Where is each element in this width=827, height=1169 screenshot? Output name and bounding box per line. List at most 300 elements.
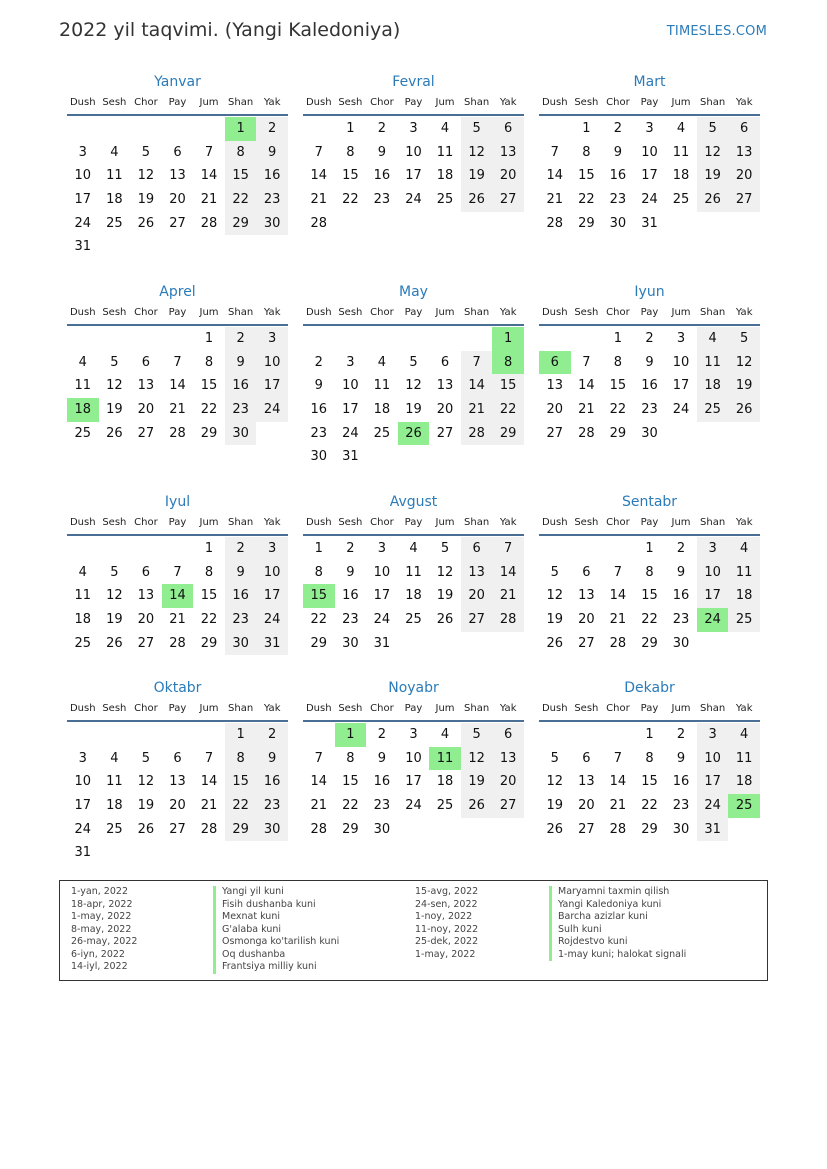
day-cell: 28 [546, 215, 564, 231]
day-cell: 14 [310, 774, 328, 790]
day-cell: 22 [578, 192, 595, 208]
day-cell: 19 [137, 798, 155, 814]
day-cell: 10 [641, 144, 658, 160]
day-cell: 5 [550, 564, 559, 580]
day-cell: 5 [440, 541, 450, 556]
day-cell: 26 [697, 188, 729, 212]
day-cell: 13 [137, 588, 155, 604]
day-cell: 15 [641, 588, 658, 604]
day-cell: 3 [78, 144, 87, 160]
day-cell: 18 [697, 374, 729, 398]
day-cell: 13 [436, 378, 454, 394]
day-cell: 11 [405, 564, 422, 580]
day-cell: 19 [697, 164, 729, 188]
brand-link[interactable]: TIMESLES.COM [666, 24, 767, 39]
day-cell: 6 [582, 750, 591, 766]
month-oktabr [67, 678, 288, 865]
day-cell: 19 [137, 192, 155, 208]
day-cell: 29 [225, 818, 257, 842]
day-cell: 11 [74, 378, 92, 394]
day-cell: 23 [373, 192, 391, 208]
holiday-day-cell: 18 [67, 398, 99, 422]
day-cell: 26 [106, 635, 123, 651]
day-cell: 19 [546, 798, 564, 814]
day-cell: 4 [676, 121, 686, 136]
day-cell: 25 [373, 425, 391, 441]
day-cell: 20 [578, 612, 595, 628]
day-cell: 2 [256, 723, 288, 747]
day-cell: 27 [546, 425, 564, 441]
month-noyabr [303, 678, 524, 841]
month-iyul [67, 492, 288, 655]
day-cell: 3 [697, 723, 729, 747]
day-cell: 7 [173, 564, 182, 580]
weekday-label: Chor [134, 517, 158, 528]
legend-holiday-name: Oq dushanba [213, 949, 339, 962]
weekday-label: Sesh [574, 517, 599, 528]
day-cell: 29 [342, 821, 359, 837]
day-cell: 9 [377, 750, 387, 766]
day-cell: 8 [204, 354, 214, 370]
weekday-label: Pay [168, 97, 187, 108]
day-grid [67, 326, 288, 445]
day-cell: 20 [436, 402, 454, 418]
day-cell: 5 [110, 354, 119, 370]
day-cell: 10 [342, 378, 359, 394]
day-cell: 1 [225, 723, 257, 747]
day-cell: 15 [609, 378, 627, 394]
day-cell: 18 [728, 770, 760, 794]
day-cell: 27 [578, 821, 595, 837]
day-cell: 18 [728, 584, 760, 608]
weekday-label: Jum [435, 307, 455, 318]
day-cell: 25 [74, 635, 92, 651]
empty-cell [193, 117, 225, 141]
day-cell: 16 [342, 588, 359, 604]
weekday-label: Chor [134, 307, 158, 318]
day-cell: 31 [342, 449, 359, 465]
weekday-label: Sesh [102, 517, 127, 528]
day-cell: 20 [461, 584, 493, 608]
day-cell: 12 [546, 588, 564, 604]
day-cell: 3 [409, 727, 418, 742]
month-name: Noyabr [388, 680, 439, 696]
day-cell: 13 [169, 168, 186, 184]
day-cell: 13 [546, 378, 564, 394]
month-fevral [303, 72, 524, 235]
day-cell: 20 [728, 164, 760, 188]
day-cell: 25 [106, 215, 123, 231]
day-cell: 8 [645, 564, 654, 580]
day-cell: 6 [173, 144, 182, 160]
weekday-label: Jum [199, 703, 219, 714]
weekday-label: Sesh [338, 307, 363, 318]
day-cell: 8 [204, 564, 214, 580]
weekday-label: Chor [606, 703, 630, 714]
day-cell: 28 [200, 821, 218, 837]
weekday-label: Sesh [574, 307, 599, 318]
day-cell: 5 [110, 564, 119, 580]
month-name: Oktabr [153, 680, 202, 696]
empty-cell [602, 537, 634, 561]
day-cell: 10 [256, 351, 288, 375]
day-cell: 22 [641, 798, 658, 814]
day-cell: 24 [405, 192, 422, 208]
legend-holiday-name: Barcha azizlar kuni [549, 911, 686, 924]
day-cell: 14 [546, 168, 564, 184]
day-cell: 14 [609, 774, 627, 790]
day-cell: 23 [672, 798, 690, 814]
day-cell: 16 [225, 584, 257, 608]
day-cell: 21 [169, 612, 186, 628]
day-cell: 27 [578, 635, 595, 651]
day-cell: 14 [310, 168, 328, 184]
day-cell: 26 [546, 821, 564, 837]
day-cell: 10 [373, 564, 391, 580]
day-cell: 4 [377, 354, 387, 370]
weekday-label: Chor [606, 97, 630, 108]
legend-holiday-name: 1-may kuni; halokat signali [549, 949, 686, 962]
day-cell: 28 [492, 608, 524, 632]
holiday-day-cell: 1 [492, 327, 524, 351]
day-cell: 7 [492, 537, 524, 561]
day-cell: 11 [697, 351, 729, 375]
day-cell: 17 [74, 798, 92, 814]
day-cell: 19 [106, 612, 123, 628]
day-cell: 28 [609, 635, 627, 651]
day-cell: 18 [106, 798, 123, 814]
legend-date: 14-iyl, 2022 [71, 961, 128, 972]
weekday-header [67, 512, 288, 536]
day-cell: 8 [645, 750, 654, 766]
day-cell: 12 [728, 351, 760, 375]
month-name: Aprel [159, 284, 196, 300]
weekday-label: Yak [499, 307, 517, 318]
day-cell: 13 [492, 141, 524, 165]
day-cell: 31 [256, 632, 288, 656]
month-name: Yanvar [154, 74, 201, 90]
day-cell: 25 [405, 612, 422, 628]
empty-cell [67, 537, 99, 561]
day-cell: 16 [373, 774, 391, 790]
day-cell: 2 [613, 121, 623, 136]
empty-cell [99, 537, 131, 561]
day-cell: 5 [461, 117, 493, 141]
day-cell: 6 [492, 723, 524, 747]
legend-holiday-name: Rojdestvo kuni [549, 936, 686, 949]
weekday-label: Yak [735, 97, 753, 108]
day-cell: 21 [609, 612, 627, 628]
weekday-header [539, 512, 760, 536]
day-cell: 8 [225, 141, 257, 165]
empty-cell [571, 327, 603, 351]
day-cell: 9 [613, 144, 623, 160]
day-cell: 20 [578, 798, 595, 814]
day-cell: 21 [578, 402, 595, 418]
weekday-label: Yak [499, 517, 517, 528]
weekday-label: Dush [541, 97, 568, 108]
day-cell: 15 [342, 774, 359, 790]
day-cell: 4 [440, 121, 450, 136]
empty-cell [398, 327, 430, 351]
weekday-label: Dush [541, 307, 568, 318]
weekday-header [67, 698, 288, 722]
day-cell: 16 [373, 168, 391, 184]
day-cell: 12 [106, 378, 123, 394]
day-cell: 29 [492, 422, 524, 446]
weekday-header [539, 698, 760, 722]
day-cell: 30 [256, 818, 288, 842]
holiday-day-cell: 8 [492, 351, 524, 375]
day-cell: 23 [225, 398, 257, 422]
day-cell: 24 [342, 425, 359, 441]
day-cell: 25 [672, 192, 690, 208]
day-cell: 28 [310, 215, 328, 231]
empty-cell [303, 327, 335, 351]
day-cell: 4 [110, 750, 119, 766]
day-cell: 1 [204, 541, 214, 556]
day-cell: 24 [373, 612, 391, 628]
weekday-label: Chor [370, 703, 394, 714]
day-cell: 1 [314, 541, 323, 556]
day-cell: 18 [373, 402, 391, 418]
day-cell: 22 [342, 192, 359, 208]
day-cell: 2 [346, 541, 355, 556]
day-cell: 4 [440, 727, 450, 742]
day-cell: 7 [314, 144, 323, 160]
day-cell: 12 [137, 168, 155, 184]
day-cell: 4 [728, 723, 760, 747]
day-cell: 28 [578, 425, 595, 441]
day-cell: 18 [672, 168, 690, 184]
day-cell: 31 [373, 635, 391, 651]
weekday-label: Yak [499, 703, 517, 714]
holiday-day-cell: 14 [162, 584, 194, 608]
day-cell: 5 [697, 117, 729, 141]
day-grid [539, 116, 760, 235]
day-cell: 6 [141, 564, 151, 580]
day-cell: 7 [613, 750, 623, 766]
day-cell: 30 [373, 821, 391, 837]
day-cell: 9 [346, 564, 355, 580]
day-cell: 9 [256, 141, 288, 165]
day-cell: 27 [728, 188, 760, 212]
day-cell: 12 [106, 588, 123, 604]
day-cell: 20 [169, 798, 186, 814]
holiday-legend [59, 880, 768, 981]
day-cell: 8 [314, 564, 323, 580]
empty-cell [99, 117, 131, 141]
day-cell: 3 [676, 331, 686, 346]
day-cell: 5 [141, 144, 151, 160]
weekday-label: Jum [199, 97, 219, 108]
day-cell: 2 [256, 117, 288, 141]
day-cell: 12 [461, 141, 493, 165]
day-cell: 13 [578, 588, 595, 604]
day-cell: 7 [613, 564, 623, 580]
weekday-label: Jum [671, 97, 691, 108]
weekday-label: Jum [435, 97, 455, 108]
day-cell: 23 [609, 192, 627, 208]
weekday-header [303, 512, 524, 536]
day-cell: 9 [256, 747, 288, 771]
day-cell: 14 [609, 588, 627, 604]
day-cell: 16 [672, 774, 690, 790]
weekday-label: Pay [404, 307, 423, 318]
weekday-label: Pay [168, 307, 187, 318]
day-cell: 4 [78, 564, 87, 580]
day-cell: 16 [609, 168, 627, 184]
empty-cell [571, 723, 603, 747]
weekday-label: Chor [606, 307, 630, 318]
legend-date: 1-may, 2022 [71, 911, 132, 922]
empty-cell [99, 723, 131, 747]
empty-cell [335, 327, 367, 351]
day-cell: 6 [141, 354, 151, 370]
day-cell: 17 [405, 774, 422, 790]
day-cell: 19 [106, 402, 123, 418]
day-cell: 27 [137, 425, 155, 441]
day-cell: 15 [225, 770, 257, 794]
day-cell: 5 [550, 750, 559, 766]
day-grid [539, 722, 760, 841]
day-cell: 16 [256, 770, 288, 794]
day-cell: 30 [641, 425, 658, 441]
weekday-label: Yak [735, 517, 753, 528]
day-cell: 11 [74, 588, 92, 604]
day-cell: 20 [137, 612, 155, 628]
day-cell: 14 [200, 774, 218, 790]
month-name: May [399, 284, 428, 300]
day-cell: 7 [582, 354, 591, 370]
weekday-header [303, 698, 524, 722]
day-cell: 10 [697, 561, 729, 585]
day-cell: 2 [377, 727, 387, 742]
weekday-label: Shan [700, 97, 726, 108]
empty-cell [162, 117, 194, 141]
day-grid [303, 722, 524, 841]
day-cell: 7 [314, 750, 323, 766]
day-cell: 20 [492, 770, 524, 794]
day-cell: 20 [169, 192, 186, 208]
day-cell: 16 [672, 588, 690, 604]
day-cell: 14 [169, 378, 186, 394]
weekday-label: Dush [541, 517, 568, 528]
weekday-label: Sesh [102, 703, 127, 714]
day-cell: 22 [225, 794, 257, 818]
day-cell: 17 [405, 168, 422, 184]
month-mart [539, 72, 760, 235]
weekday-label: Shan [464, 517, 490, 528]
weekday-label: Shan [700, 307, 726, 318]
day-cell: 30 [256, 212, 288, 236]
day-cell: 21 [492, 584, 524, 608]
day-cell: 29 [225, 212, 257, 236]
day-cell: 5 [728, 327, 760, 351]
month-name: Iyun [634, 284, 665, 300]
day-cell: 22 [609, 402, 627, 418]
day-cell: 30 [672, 821, 690, 837]
day-cell: 30 [310, 449, 328, 465]
month-yanvar [67, 72, 288, 259]
day-cell: 2 [377, 121, 387, 136]
holiday-day-cell: 1 [335, 723, 367, 747]
empty-cell [193, 723, 225, 747]
day-cell: 17 [672, 378, 690, 394]
day-cell: 9 [676, 750, 686, 766]
holiday-day-cell: 26 [398, 422, 430, 446]
day-cell: 26 [137, 215, 155, 231]
day-cell: 29 [310, 635, 328, 651]
weekday-label: Pay [168, 517, 187, 528]
day-cell: 27 [169, 215, 186, 231]
day-cell: 28 [200, 215, 218, 231]
day-cell: 2 [225, 327, 257, 351]
empty-cell [539, 723, 571, 747]
day-cell: 15 [578, 168, 595, 184]
day-cell: 16 [310, 402, 328, 418]
empty-cell [67, 327, 99, 351]
month-aprel [67, 282, 288, 445]
day-cell: 22 [310, 612, 328, 628]
day-cell: 20 [546, 402, 564, 418]
weekday-header [539, 302, 760, 326]
legend-holiday-name: Frantsiya milliy kuni [213, 961, 339, 974]
day-cell: 8 [346, 144, 355, 160]
day-cell: 12 [137, 774, 155, 790]
day-cell: 2 [645, 331, 654, 346]
legend-holiday-name: Osmonga ko'tarilish kuni [213, 936, 339, 949]
weekday-label: Dush [69, 307, 96, 318]
empty-cell [539, 117, 571, 141]
day-cell: 19 [436, 588, 454, 604]
legend-date: 1-noy, 2022 [415, 911, 473, 922]
day-cell: 23 [225, 608, 257, 632]
day-cell: 30 [342, 635, 359, 651]
day-cell: 7 [550, 144, 559, 160]
day-cell: 29 [200, 425, 218, 441]
day-cell: 11 [728, 747, 760, 771]
empty-cell [67, 117, 99, 141]
weekday-label: Yak [499, 97, 517, 108]
empty-cell [130, 537, 162, 561]
day-cell: 6 [728, 117, 760, 141]
day-cell: 29 [200, 635, 218, 651]
day-cell: 17 [256, 374, 288, 398]
legend-date: 11-noy, 2022 [415, 923, 479, 935]
day-cell: 29 [641, 635, 658, 651]
day-cell: 8 [613, 354, 623, 370]
weekday-label: Sesh [102, 307, 127, 318]
day-cell: 28 [310, 821, 328, 837]
day-cell: 27 [137, 635, 155, 651]
day-cell: 14 [461, 374, 493, 398]
day-cell: 21 [169, 402, 186, 418]
weekday-label: Chor [370, 97, 394, 108]
weekday-label: Pay [168, 703, 187, 714]
legend-date: 18-apr, 2022 [71, 898, 133, 910]
day-cell: 29 [641, 821, 658, 837]
legend-date: 8-may, 2022 [71, 923, 132, 935]
day-cell: 20 [492, 164, 524, 188]
weekday-header [303, 92, 524, 116]
day-cell: 31 [697, 818, 729, 842]
day-cell: 10 [672, 354, 690, 370]
day-cell: 8 [582, 144, 591, 160]
day-cell: 4 [110, 144, 119, 160]
day-cell: 2 [225, 537, 257, 561]
day-cell: 3 [377, 541, 387, 556]
